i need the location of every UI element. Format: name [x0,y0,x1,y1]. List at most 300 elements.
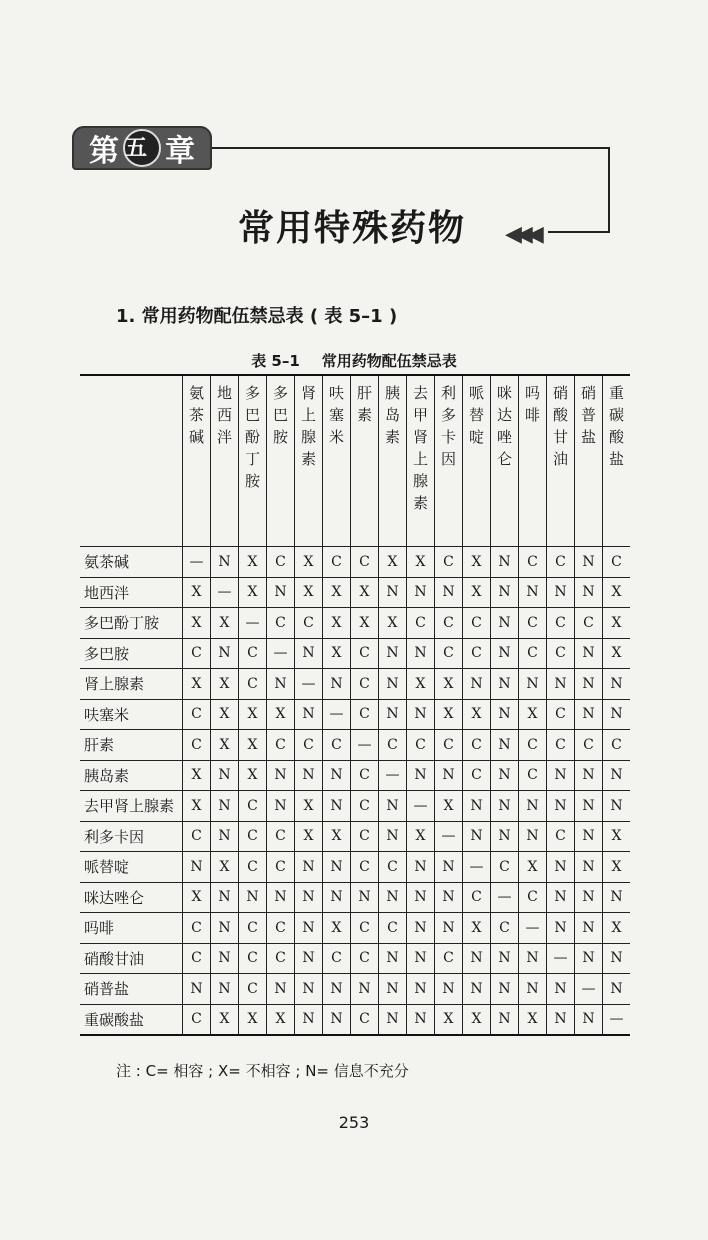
table-cell: C [407,730,435,761]
row-header: 地西泮 [80,577,183,608]
table-cell: N [491,730,519,761]
table-cell: N [323,760,351,791]
table-row [80,852,630,883]
table-cell: N [575,760,603,791]
table-cell: X [603,638,631,669]
table-cell: N [491,638,519,669]
table-cell: C [323,943,351,974]
table-cell: N [379,791,407,822]
table-cell: N [295,638,323,669]
table-cell: X [603,852,631,883]
table-cell: C [239,943,267,974]
table-cell: N [379,974,407,1005]
table-cell: N [323,974,351,1005]
table-cell: C [323,547,351,578]
table-cell: N [547,577,575,608]
table-cell: C [575,608,603,639]
table-cell: X [295,821,323,852]
table-cell: C [267,730,295,761]
table-cell: C [491,913,519,944]
table-row [80,699,630,730]
column-header: 肾 上 腺 素 [295,375,323,547]
page-number: 253 [338,1113,370,1132]
table-cell: N [435,577,463,608]
row-header: 吗啡 [80,913,183,944]
table-cell: — [547,943,575,974]
table-cell: N [491,1004,519,1035]
column-header: 利 多 卡 因 [435,375,463,547]
table-cell: N [547,669,575,700]
table-cell: N [575,913,603,944]
table-cell: N [463,974,491,1005]
column-header: 重 碳 酸 盐 [603,375,631,547]
table-cell: C [463,882,491,913]
table-cell: — [295,669,323,700]
table-cell: C [547,638,575,669]
table-cell: N [575,577,603,608]
table-cell: C [239,852,267,883]
row-header: 肾上腺素 [80,669,183,700]
table-cell: N [435,882,463,913]
table-cell: C [351,943,379,974]
table-cell: X [183,882,211,913]
table-cell: N [547,791,575,822]
table-cell: C [603,547,631,578]
table-cell: C [519,730,547,761]
table-cell: C [267,821,295,852]
table-cell: N [575,669,603,700]
table-cell: C [267,608,295,639]
table-cell: N [211,943,239,974]
table-cell: N [379,669,407,700]
chapter-label-right: 章 [165,134,195,169]
table-cell: N [547,882,575,913]
table-cell: X [211,699,239,730]
table-cell: N [463,791,491,822]
chapter-badge [72,126,212,170]
chapter-number: 五 [123,129,161,167]
chapter-label-left: 第 [89,134,119,169]
table-cell: X [183,791,211,822]
row-header: 多巴胺 [80,638,183,669]
table-cell: C [547,699,575,730]
table-cell: X [519,699,547,730]
table-cell: N [547,760,575,791]
table-cell: N [295,913,323,944]
table-cell: X [295,791,323,822]
table-cell: N [491,669,519,700]
table-cell: C [183,943,211,974]
table-cell: N [267,577,295,608]
table-cell: C [463,730,491,761]
table-cell: C [351,699,379,730]
table-cell: — [239,608,267,639]
table-cell: N [183,974,211,1005]
table-cell: C [435,547,463,578]
table-cell: C [379,913,407,944]
table-row [80,943,630,974]
table-note: 注 : C= 相容 ; X= 不相容 ; N= 信息不充分 [116,1062,409,1080]
table-cell: N [519,669,547,700]
table-cell: N [491,943,519,974]
table-cell: C [239,638,267,669]
column-header: 硝 普 盐 [575,375,603,547]
table-cell: N [267,974,295,1005]
table-cell: N [407,1004,435,1035]
table-cell: X [407,821,435,852]
table-cell: — [603,1004,631,1035]
table-cell: X [295,577,323,608]
table-row [80,791,630,822]
table-cell: X [295,547,323,578]
table-cell: C [351,1004,379,1035]
table-cell: N [603,943,631,974]
table-caption [0,350,708,371]
table-cell: C [183,730,211,761]
row-header: 重碳酸盐 [80,1004,183,1035]
column-header: 多 巴 酚 丁 胺 [239,375,267,547]
table-cell: N [295,882,323,913]
column-header: 吗 啡 [519,375,547,547]
table-cell: N [575,547,603,578]
table-cell: N [407,943,435,974]
table-cell: — [351,730,379,761]
table-cell: C [183,1004,211,1035]
row-header: 哌替啶 [80,852,183,883]
table-cell: N [603,974,631,1005]
column-header: 多 巴 胺 [267,375,295,547]
table-cell: X [239,699,267,730]
table-cell: N [295,974,323,1005]
table-cell: N [463,943,491,974]
table-cell: N [323,852,351,883]
compatibility-table [80,374,630,1036]
table-cell: C [351,669,379,700]
table-cell: C [575,730,603,761]
table-cell: X [183,760,211,791]
table-row [80,638,630,669]
table-row [80,577,630,608]
table-row [80,974,630,1005]
table-cell: C [351,852,379,883]
table-cell: C [463,638,491,669]
table-cell: X [323,913,351,944]
table-cell: C [323,730,351,761]
table-cell: C [547,821,575,852]
table-cell: C [351,821,379,852]
table-cell: N [183,852,211,883]
table-row [80,730,630,761]
table-cell: N [379,882,407,913]
table-cell: N [575,1004,603,1035]
table-cell: X [323,821,351,852]
table-cell: — [211,577,239,608]
table-cell: N [379,821,407,852]
table-cell: N [407,760,435,791]
table-cell: X [323,608,351,639]
table-cell: X [519,1004,547,1035]
table-cell: N [295,852,323,883]
table-cell: N [407,638,435,669]
table-cell: C [463,760,491,791]
table-cell: N [211,760,239,791]
table-cell: N [407,913,435,944]
table-cell: N [435,760,463,791]
table-cell: N [211,882,239,913]
table-cell: C [239,974,267,1005]
table-cell: N [603,669,631,700]
table-cell: N [407,882,435,913]
table-cell: X [211,669,239,700]
table-cell: C [435,638,463,669]
table-cell: N [239,882,267,913]
table-cell: C [239,913,267,944]
table-cell: N [547,913,575,944]
table-cell: C [407,608,435,639]
table-cell: N [491,791,519,822]
table-row [80,547,630,578]
table-cell: N [435,852,463,883]
table-cell: X [435,699,463,730]
table-cell: X [351,577,379,608]
table-cell: — [519,913,547,944]
table-cell: N [575,882,603,913]
table-cell: N [267,882,295,913]
table-cell: C [183,913,211,944]
table-cell: X [211,852,239,883]
column-header: 咪 达 唑 仑 [491,375,519,547]
table-cell: C [239,669,267,700]
row-header: 去甲肾上腺素 [80,791,183,822]
table-header-row [80,375,630,547]
table-cell: X [463,1004,491,1035]
row-header: 肝素 [80,730,183,761]
table-cell: X [239,730,267,761]
table-cell: N [323,882,351,913]
table-cell: N [379,943,407,974]
row-header: 硝酸甘油 [80,943,183,974]
table-cell: N [491,760,519,791]
table-cell: N [351,974,379,1005]
table-row [80,760,630,791]
table-cell: X [239,1004,267,1035]
table-cell: C [351,791,379,822]
table-cell: C [547,608,575,639]
table-cell: N [519,577,547,608]
table-cell: X [603,821,631,852]
table-corner-cell [80,375,183,547]
table-cell: N [463,821,491,852]
table-cell: X [183,669,211,700]
row-header: 氨茶碱 [80,547,183,578]
table-cell: N [295,943,323,974]
table-cell: N [267,669,295,700]
table-cell: — [323,699,351,730]
table-cell: — [267,638,295,669]
table-cell: C [183,638,211,669]
table-cell: X [463,577,491,608]
table-cell: C [519,547,547,578]
table-cell: X [435,791,463,822]
table-cell: C [379,852,407,883]
table-cell: C [603,730,631,761]
table-cell: N [491,699,519,730]
table-cell: C [519,882,547,913]
table-cell: X [211,730,239,761]
table-cell: N [575,852,603,883]
column-header: 氨 茶 碱 [183,375,211,547]
table-row [80,608,630,639]
table-cell: N [603,760,631,791]
table-cell: N [575,699,603,730]
table-cell: N [323,791,351,822]
table-cell: — [407,791,435,822]
table-caption-number: 表 5–1 [251,352,300,370]
table-cell: C [267,943,295,974]
table-cell: X [603,913,631,944]
table-cell: N [603,791,631,822]
table-cell: N [211,913,239,944]
table-cell: N [267,760,295,791]
table-cell: — [183,547,211,578]
table-cell: N [575,821,603,852]
table-cell: N [603,699,631,730]
table-cell: X [183,608,211,639]
table-cell: C [491,852,519,883]
table-cell: C [267,913,295,944]
table-cell: — [491,882,519,913]
table-cell: N [379,638,407,669]
table-cell: X [323,577,351,608]
table-cell: C [239,821,267,852]
table-cell: C [435,730,463,761]
table-cell: C [239,791,267,822]
column-header: 地 西 泮 [211,375,239,547]
table-cell: X [407,669,435,700]
chapter-bracket-line-bottom [548,231,610,233]
table-cell: X [211,1004,239,1035]
table-cell: N [295,1004,323,1035]
table-cell: N [379,577,407,608]
table-cell: C [519,760,547,791]
table-cell: N [575,943,603,974]
table-cell: C [463,608,491,639]
table-cell: C [351,547,379,578]
table-cell: X [463,699,491,730]
table-cell: N [323,669,351,700]
row-header: 多巴酚丁胺 [80,608,183,639]
table-cell: X [267,699,295,730]
table-cell: N [463,669,491,700]
table-cell: X [463,547,491,578]
table-cell: N [211,547,239,578]
row-header: 胰岛素 [80,760,183,791]
table-cell: C [183,699,211,730]
row-header: 呋塞米 [80,699,183,730]
table-cell: N [519,974,547,1005]
table-row [80,913,630,944]
table-cell: N [519,821,547,852]
table-cell: N [211,638,239,669]
table-cell: N [407,577,435,608]
table-cell: N [547,852,575,883]
table-cell: C [379,730,407,761]
table-cell: N [379,699,407,730]
table-cell: C [435,943,463,974]
table-cell: X [603,577,631,608]
table-cell: N [407,974,435,1005]
table-cell: X [435,669,463,700]
table-cell: C [351,760,379,791]
table-cell: N [603,882,631,913]
table-cell: N [435,974,463,1005]
table-cell: X [323,638,351,669]
table-cell: N [211,974,239,1005]
table-cell: N [547,974,575,1005]
column-header: 硝 酸 甘 油 [547,375,575,547]
table-cell: N [323,1004,351,1035]
table-cell: N [491,547,519,578]
table-cell: X [239,547,267,578]
table-cell: C [295,608,323,639]
table-cell: N [491,577,519,608]
table-row [80,1004,630,1035]
table-cell: — [435,821,463,852]
table-cell: — [463,852,491,883]
table-cell: C [351,638,379,669]
table-cell: X [351,608,379,639]
table-cell: N [211,791,239,822]
table-cell: C [267,547,295,578]
table-cell: N [295,760,323,791]
table-cell: N [547,1004,575,1035]
table-cell: N [491,821,519,852]
table-cell: N [267,791,295,822]
table-row [80,821,630,852]
column-header: 胰 岛 素 [379,375,407,547]
row-header: 咪达唑仑 [80,882,183,913]
table-cell: X [211,608,239,639]
table-cell: X [407,547,435,578]
table-cell: C [267,852,295,883]
table-cell: X [463,913,491,944]
table-cell: N [435,913,463,944]
table-cell: — [575,974,603,1005]
table-cell: C [183,821,211,852]
table-cell: X [267,1004,295,1035]
chapter-title: 常用特殊药物 [238,208,467,249]
table-cell: N [491,608,519,639]
table-cell: N [491,974,519,1005]
table-row [80,669,630,700]
column-header: 哌 替 啶 [463,375,491,547]
row-header: 利多卡因 [80,821,183,852]
table-cell: — [379,760,407,791]
table-cell: X [183,577,211,608]
table-cell: C [547,547,575,578]
triple-arrow-icon: ◀◀◀ [505,222,538,247]
table-cell: N [407,699,435,730]
table-cell: N [295,699,323,730]
section-heading: 1. 常用药物配伍禁忌表 ( 表 5–1 ) [116,306,398,327]
table-cell: X [379,608,407,639]
table-cell: N [575,638,603,669]
table-cell: N [351,882,379,913]
table-cell: X [379,547,407,578]
table-caption-title: 常用药物配伍禁忌表 [321,352,457,370]
table-row [80,882,630,913]
table-cell: N [211,821,239,852]
